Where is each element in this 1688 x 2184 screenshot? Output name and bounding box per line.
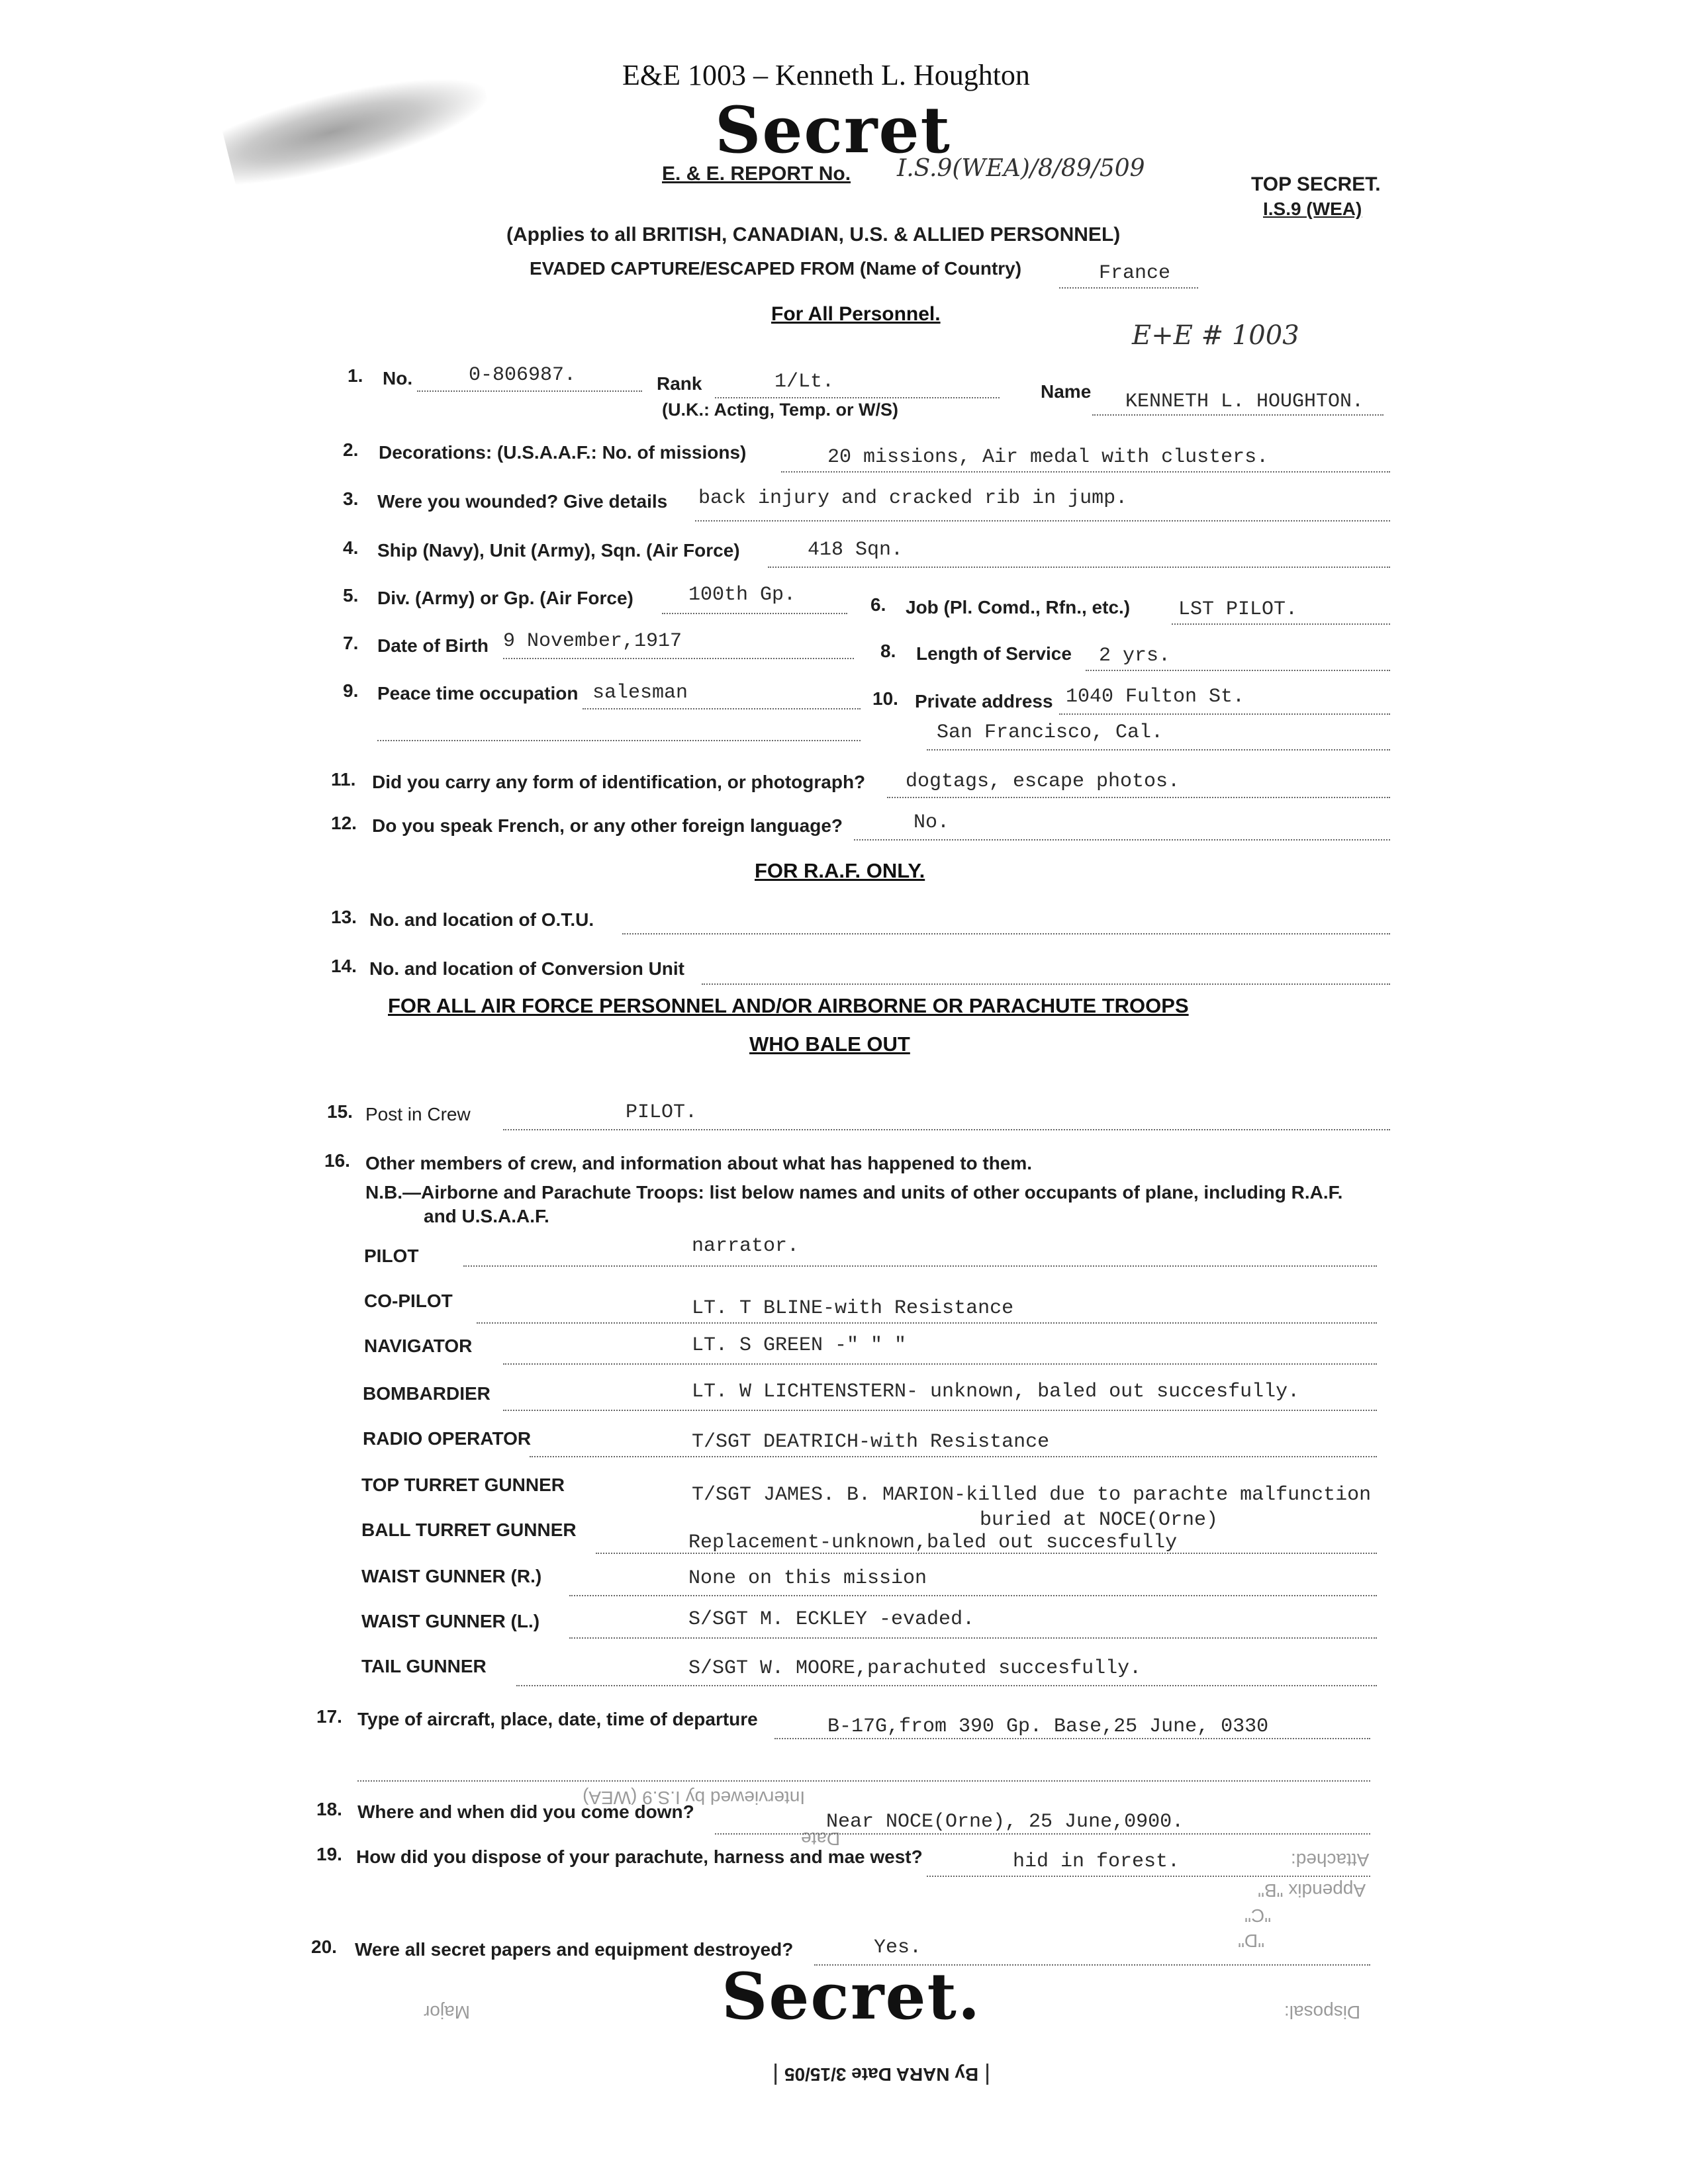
- line: [927, 1876, 1370, 1877]
- field-number: 10.: [872, 688, 898, 709]
- identification-label: Did you carry any form of identification, or photograph?: [372, 772, 866, 792]
- line: [695, 520, 1390, 522]
- crew-value: T/SGT JAMES. B. MARION-killed due to parachte malfunction: [692, 1484, 1372, 1506]
- line: [377, 740, 861, 741]
- evaded-label: EVADED CAPTURE/ESCAPED FROM (Name of Country): [530, 258, 1022, 279]
- field-number: 20.: [311, 1936, 337, 1957]
- line: [1086, 670, 1390, 671]
- decorations-label: Decorations: (U.S.A.A.F.: No. of missions): [379, 442, 747, 463]
- crew-value: S/SGT W. MOORE,parachuted succesfully.: [688, 1657, 1142, 1680]
- job-value: LST PILOT.: [1178, 598, 1298, 621]
- rank-label: Rank: [657, 373, 702, 394]
- name-label: Name: [1041, 381, 1092, 402]
- crew-role: BALL TURRET GUNNER: [361, 1520, 577, 1540]
- nb-line-1: N.B.—Airborne and Parachute Troops: list below names and units of other occupants of plane, including R.A.F.: [365, 1182, 1343, 1203]
- bleed-attached: Attached:: [1291, 1850, 1370, 1870]
- crew-role: WAIST GUNNER (L.): [361, 1611, 540, 1631]
- bleed-appendix: Appendix "B": [1258, 1880, 1366, 1901]
- line: [774, 1738, 1370, 1739]
- line: [854, 839, 1390, 841]
- field-number: 8.: [880, 641, 896, 661]
- field-number: 15.: [327, 1101, 353, 1122]
- conversion-unit-label: No. and location of Conversion Unit: [369, 958, 684, 979]
- line: [569, 1637, 1377, 1639]
- line: [927, 749, 1390, 751]
- bale-out-heading: WHO BALE OUT: [749, 1032, 910, 1056]
- air-force-heading: FOR ALL AIR FORCE PERSONNEL AND/OR AIRBORNE OR PARACHUTE TROOPS: [388, 994, 1189, 1017]
- bleed-interviewed: Interviewed by I.S.9 (WEA): [583, 1788, 806, 1808]
- post-in-crew-value: PILOT.: [626, 1101, 698, 1124]
- line: [530, 1456, 1377, 1457]
- address-value: 1040 Fulton St.: [1066, 686, 1245, 708]
- unit-label: Ship (Navy), Unit (Army), Sqn. (Air Force): [377, 540, 740, 561]
- line: [715, 397, 1000, 398]
- line: [662, 613, 847, 614]
- field-number: 13.: [331, 907, 357, 927]
- line: [583, 708, 861, 709]
- identification-value: dogtags, escape photos.: [906, 770, 1180, 793]
- field-number: 17.: [316, 1706, 342, 1727]
- line: [417, 390, 642, 392]
- field-number: 18.: [316, 1799, 342, 1819]
- dob-label: Date of Birth: [377, 635, 489, 656]
- line: [887, 797, 1390, 798]
- crew-role: TOP TURRET GUNNER: [361, 1475, 565, 1495]
- crew-value: None on this mission: [688, 1567, 927, 1590]
- language-value: No.: [914, 811, 950, 834]
- line: [1059, 713, 1390, 715]
- group-value: 100th Gp.: [688, 584, 796, 606]
- crew-value: LT. S GREEN -" " ": [692, 1334, 907, 1357]
- crew-role: WAIST GUNNER (R.): [361, 1566, 542, 1586]
- evaded-country: France: [1099, 262, 1171, 285]
- line: [477, 1322, 1377, 1324]
- crew-value: LT. W LICHTENSTERN- unknown, baled out succesfully.: [692, 1381, 1300, 1403]
- post-in-crew-label: Post in Crew: [365, 1104, 471, 1124]
- field-number: 7.: [343, 633, 359, 653]
- field-number: 16.: [324, 1150, 350, 1171]
- language-label: Do you speak French, or any other foreign language?: [372, 815, 843, 836]
- secret-stamp-top: Secret: [715, 93, 951, 167]
- service-length-value: 2 yrs.: [1099, 645, 1171, 667]
- bleed-disposal: Disposal:: [1284, 2002, 1361, 2023]
- rank-value: 1/Lt.: [774, 371, 835, 393]
- group-label: Div. (Army) or Gp. (Air Force): [377, 588, 633, 608]
- unit-value: 418 Sqn.: [808, 539, 904, 561]
- field-number: 19.: [316, 1844, 342, 1864]
- raf-only-heading: FOR R.A.F. ONLY.: [755, 859, 925, 882]
- line: [1092, 414, 1383, 416]
- aircraft-value: B-17G,from 390 Gp. Base,25 June, 0330: [827, 1715, 1269, 1738]
- address-value-2: San Francisco, Cal.: [937, 721, 1164, 744]
- crew-value: narrator.: [692, 1235, 800, 1257]
- rank-note: (U.K.: Acting, Temp. or W/S): [662, 400, 898, 420]
- ee-handwritten: E+E # 1003: [1132, 320, 1299, 351]
- bleed-appendix-d: "D": [1238, 1931, 1265, 1951]
- line: [503, 1129, 1390, 1130]
- line: [715, 1833, 1370, 1835]
- occupation-value: salesman: [592, 682, 688, 704]
- crew-label: Other members of crew, and information about what has happened to them.: [365, 1153, 1033, 1173]
- line: [781, 471, 1390, 473]
- decorations-value: 20 missions, Air medal with clusters.: [827, 446, 1269, 469]
- crew-value: S/SGT M. ECKLEY -evaded.: [688, 1608, 975, 1631]
- crew-role: RADIO OPERATOR: [363, 1428, 532, 1449]
- secret-papers-label: Were all secret papers and equipment destroyed?: [355, 1939, 794, 1960]
- line: [503, 1363, 1377, 1365]
- job-label: Job (Pl. Comd., Rfn., etc.): [906, 597, 1131, 617]
- field-number: 2.: [343, 439, 359, 460]
- crew-value: Replacement-unknown,baled out succesfully: [688, 1531, 1178, 1554]
- field-number: 6.: [870, 594, 886, 615]
- secret-stamp-bottom: Secret.: [722, 1959, 982, 2034]
- field-number: 12.: [331, 813, 357, 833]
- crew-role: CO-PILOT: [364, 1291, 453, 1311]
- line: [463, 1265, 1377, 1267]
- field-number: 14.: [331, 956, 357, 976]
- wounded-label: Were you wounded? Give details: [377, 491, 668, 512]
- applies-to: (Applies to all BRITISH, CANADIAN, U.S. & ALLIED PERSONNEL): [506, 224, 1121, 246]
- top-secret-unit: I.S.9 (WEA): [1263, 199, 1362, 219]
- parachute-value: hid in forest.: [1013, 1850, 1180, 1873]
- field-number: 5.: [343, 585, 359, 606]
- line: [768, 567, 1390, 568]
- secret-papers-value: Yes.: [874, 1936, 922, 1959]
- bleed-appendix-c: "C": [1244, 1905, 1272, 1926]
- dob-value: 9 November,1917: [503, 630, 682, 653]
- otu-label: No. and location of O.T.U.: [369, 909, 594, 930]
- occupation-label: Peace time occupation: [377, 683, 579, 704]
- came-down-value: Near NOCE(Orne), 25 June,0900.: [826, 1811, 1184, 1833]
- service-length-label: Length of Service: [916, 643, 1072, 664]
- line: [503, 658, 854, 659]
- line: [569, 1595, 1377, 1596]
- parachute-label: How did you dispose of your parachute, harness and mae west?: [356, 1846, 923, 1867]
- crew-role: NAVIGATOR: [364, 1336, 473, 1356]
- crew-role: BOMBARDIER: [363, 1383, 491, 1404]
- ink-smudge: [220, 58, 495, 193]
- evaded-line: [1059, 287, 1198, 289]
- report-label: E. & E. REPORT No.: [662, 163, 851, 185]
- top-secret-label: TOP SECRET.: [1251, 173, 1381, 195]
- crew-value: T/SGT DEATRICH-with Resistance: [692, 1431, 1050, 1453]
- aircraft-label: Type of aircraft, place, date, time of departure: [357, 1709, 758, 1729]
- bleed-major: Major: [424, 2002, 471, 2023]
- came-down-label: Where and when did you come down?: [357, 1801, 694, 1822]
- field-number: 3.: [343, 488, 359, 509]
- report-number: I.S.9(WEA)/8/89/509: [897, 155, 1145, 182]
- address-label: Private address: [915, 691, 1053, 711]
- for-all-personnel: For All Personnel.: [771, 303, 941, 325]
- crew-role: TAIL GUNNER: [361, 1656, 487, 1676]
- field-number: 11.: [331, 769, 356, 790]
- line: [503, 1410, 1377, 1411]
- crew-note: buried at NOCE(Orne): [980, 1509, 1219, 1531]
- line: [1172, 623, 1390, 625]
- field-number: 9.: [343, 680, 359, 701]
- crew-role: PILOT: [364, 1246, 419, 1266]
- line: [622, 933, 1390, 934]
- page-title: E&E 1003 – Kenneth L. Houghton: [622, 59, 1030, 91]
- nb-line-2: and U.S.A.A.F.: [424, 1206, 549, 1226]
- line: [357, 1780, 1370, 1782]
- field-number: 4.: [343, 537, 359, 558]
- crew-value: LT. T BLINE-with Resistance: [692, 1297, 1014, 1320]
- service-number: 0-806987.: [469, 364, 577, 387]
- line: [702, 983, 1390, 985]
- no-label: No.: [383, 368, 413, 388]
- nara-stamp: By NARA Date 3/15/05: [774, 2064, 988, 2085]
- line: [516, 1685, 1377, 1686]
- name-value: KENNETH L. HOUGHTON.: [1125, 390, 1364, 413]
- field-number: 1.: [348, 365, 363, 386]
- wounded-value: back injury and cracked rib in jump.: [698, 487, 1128, 510]
- line: [596, 1553, 1377, 1554]
- bleed-date: Date: [801, 1829, 841, 1849]
